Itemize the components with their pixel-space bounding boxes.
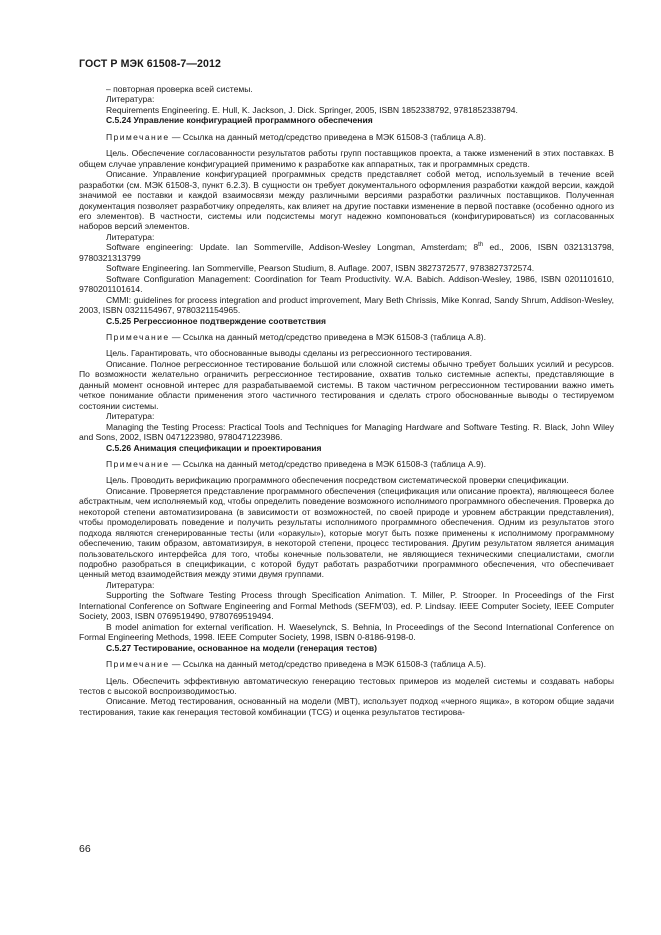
- reference: [79, 242, 614, 263]
- note: [79, 132, 614, 142]
- reference: Requirements Engineering. E. Hull, K. Jackson, J. Dick. Springer, 2005, ISBN 1852338792, 9781852338794.: [106, 104, 518, 115]
- goal-paragraph: Цель. Гарантировать, что обоснованные выводы сделаны из регрессионного тестирования.: [106, 348, 473, 359]
- note-prefix: Примечание: [106, 659, 170, 670]
- reference: B model animation for external verification. H. Waeselynck, S. Behnia, In Proceedings of the Second International Conference on Formal Engineering Methods, 1998. IEEE Computer Society, 1998, ISBN 0-8186-9198-0.: [79, 621, 614, 643]
- description-paragraph: Описание. Управление конфигурацией программных средств представляет собой метод, используемый в течение всей разработки (см. МЭК 61508-3, пункт 6.2.3). В сущности он требует документального оформления разработки каждой версии, каждой значимой ее поставки и каждой взаимосвязи между различными версиями разработки различных поставщиков. Полученная документация позволяет разработчику определять, как влияет на другие поставки изменение в первой поставке (особенно одного из его элементов). В частности, системы или подсистемы могут надежно компоноваться (конфигурироваться) из согласованных наборов версий элементов.: [79, 169, 614, 232]
- page-number: 66: [79, 843, 91, 855]
- goal-paragraph: Цель. Проводить верификацию программного обеспечения посредством систематической проверки спецификации.: [106, 475, 569, 486]
- note-text: — Ссылка на данный метод/средство приведена в МЭК 61508-3 (таблица А.5).: [171, 659, 486, 670]
- section-heading-c5-26: C.5.26 Анимация спецификации и проектирования: [106, 442, 322, 453]
- standard-header: ГОСТ Р МЭК 61508-7—2012: [79, 58, 222, 70]
- literature-label: Литература:: [106, 231, 155, 242]
- superscript: th: [478, 242, 484, 249]
- text-line: – повторная проверка всей системы.: [106, 84, 253, 94]
- literature-label: Литература:: [106, 411, 155, 422]
- literature-label: Литература:: [106, 94, 155, 105]
- note-prefix: Примечание: [106, 331, 170, 342]
- note: [79, 459, 614, 469]
- reference: Supporting the Software Testing Process through Specification Animation. T. Miller, P. Strooper. In Proceedings of the First International Conference on Software Engineering and Formal Methods (SEFM'03), ed. P. Lindsay. IEEE Computer Society, IEEE Computer Society, 2003, ISBN 0769519490, 9780769519494.: [79, 590, 614, 622]
- note-text: — Ссылка на данный метод/средство приведена в МЭК 61508-3 (таблица А.9).: [171, 458, 486, 469]
- section-heading-c5-25: C.5.25 Регрессионное подтверждение соответствия: [106, 315, 326, 326]
- goal-paragraph: Цель. Обеспечение согласованности результатов работы групп поставщиков проекта, а также изменений в этих поставках. В общем случае управление конфигурацией применимо к разработке как аппаратных, так и программных средств.: [79, 148, 614, 169]
- description-paragraph: Описание. Проверяется представление программного обеспечения (спецификация или описание проекта), являющееся более абстрактным, чем исполняемый код, чтобы определить поведение возможного исполнимого программного обеспечения. Проверка до некоторой степени автоматизирована (в зависимости от возможностей, по своей природе и уровнем абстракции представления), чтобы промоделировать поведение и получить результаты исполнимого программного обеспечения. Одним из результатов этого подхода являются сгенерированные тесты (или «оракулы»), которые могут быть позже применены к исполнимому программному обеспечению, таким образом, автоматизируя, в некоторой степени, процесс тестирования. Другим результатом является анимация пользовательского интерфейса для того, чтобы конечные пользователи, не являющиеся техническими специалистами, смогли подробно разобраться в спецификации, с которой будут работать разработчики программного обеспечения, что обеспечивает ценный метод взаимодействия между этими двумя группами.: [79, 485, 614, 580]
- note-prefix: Примечание: [106, 131, 170, 142]
- reference-text: ed., 2006, ISBN 0321313798, 9780321313799: [79, 242, 615, 263]
- goal-paragraph: Цель. Обеспечить эффективную автоматическую генерацию тестовых примеров из моделей системы и создавать наборы тестов с высокой воспроизводимостью.: [79, 675, 614, 697]
- note: [79, 659, 614, 669]
- reference: Managing the Testing Process: Practical Tools and Techniques for Managing Hardware and Software Testing. R. Black, John Wiley and Sons, 2002, ISBN 0471223980, 9780471223986.: [79, 421, 614, 443]
- literature-label: Литература:: [106, 579, 155, 590]
- note-text: — Ссылка на данный метод/средство приведена в МЭК 61508-3 (таблица А.8).: [171, 331, 486, 342]
- note-prefix: Примечание: [106, 458, 170, 469]
- reference: Software Configuration Management: Coordination for Team Productivity. W.A. Babich. Addison-Wesley, 1986, ISBN 0201101610, 9780201101614.: [79, 273, 614, 295]
- section-heading-c5-27: C.5.27 Тестирование, основанное на модели (генерация тестов): [106, 642, 377, 653]
- note: [79, 332, 614, 342]
- reference: Software Engineering. Ian Sommerville, Pearson Studium, 8. Auflage. 2007, ISBN 3827372577, 9783827372574.: [106, 263, 535, 274]
- reference: CMMI: guidelines for process integration and product improvement, Mary Beth Chrissis, Mike Konrad, Sandy Shrum, Addison-Wesley, 2003, ISBN 0321154967, 9780321154965.: [79, 294, 614, 316]
- description-paragraph: Описание. Метод тестирования, основанный на модели (MBT), использует подход «черного ящика», в котором общие задачи тестирования, такие как генерация тестовой комбинации (TCG) и оценка результатов тестирова-: [79, 696, 614, 717]
- page-content: [79, 84, 614, 717]
- reference-text: Software engineering: Update. Ian Sommerville, Addison-Wesley Longman, Amsterdam; 8: [106, 242, 479, 253]
- description-paragraph: Описание. Полное регрессионное тестирование большой или сложной системы обычно требует больших усилий и ресурсов. По возможности желательно ограничить регрессионное тестирование, охватив только системные аспекты, представляющие в данный момент основной интерес для разрабатываемой системы. В таком частичном регрессионном тестировании важно иметь четкое понимание области применения этого частичного тестирования и сделать строго обоснованные выводы о тестируемом состоянии системы.: [79, 358, 614, 411]
- note-text: — Ссылка на данный метод/средство приведена в МЭК 61508-3 (таблица А.8).: [171, 131, 486, 142]
- section-heading-c5-24: C.5.24 Управление конфигурацией программного обеспечения: [106, 115, 373, 126]
